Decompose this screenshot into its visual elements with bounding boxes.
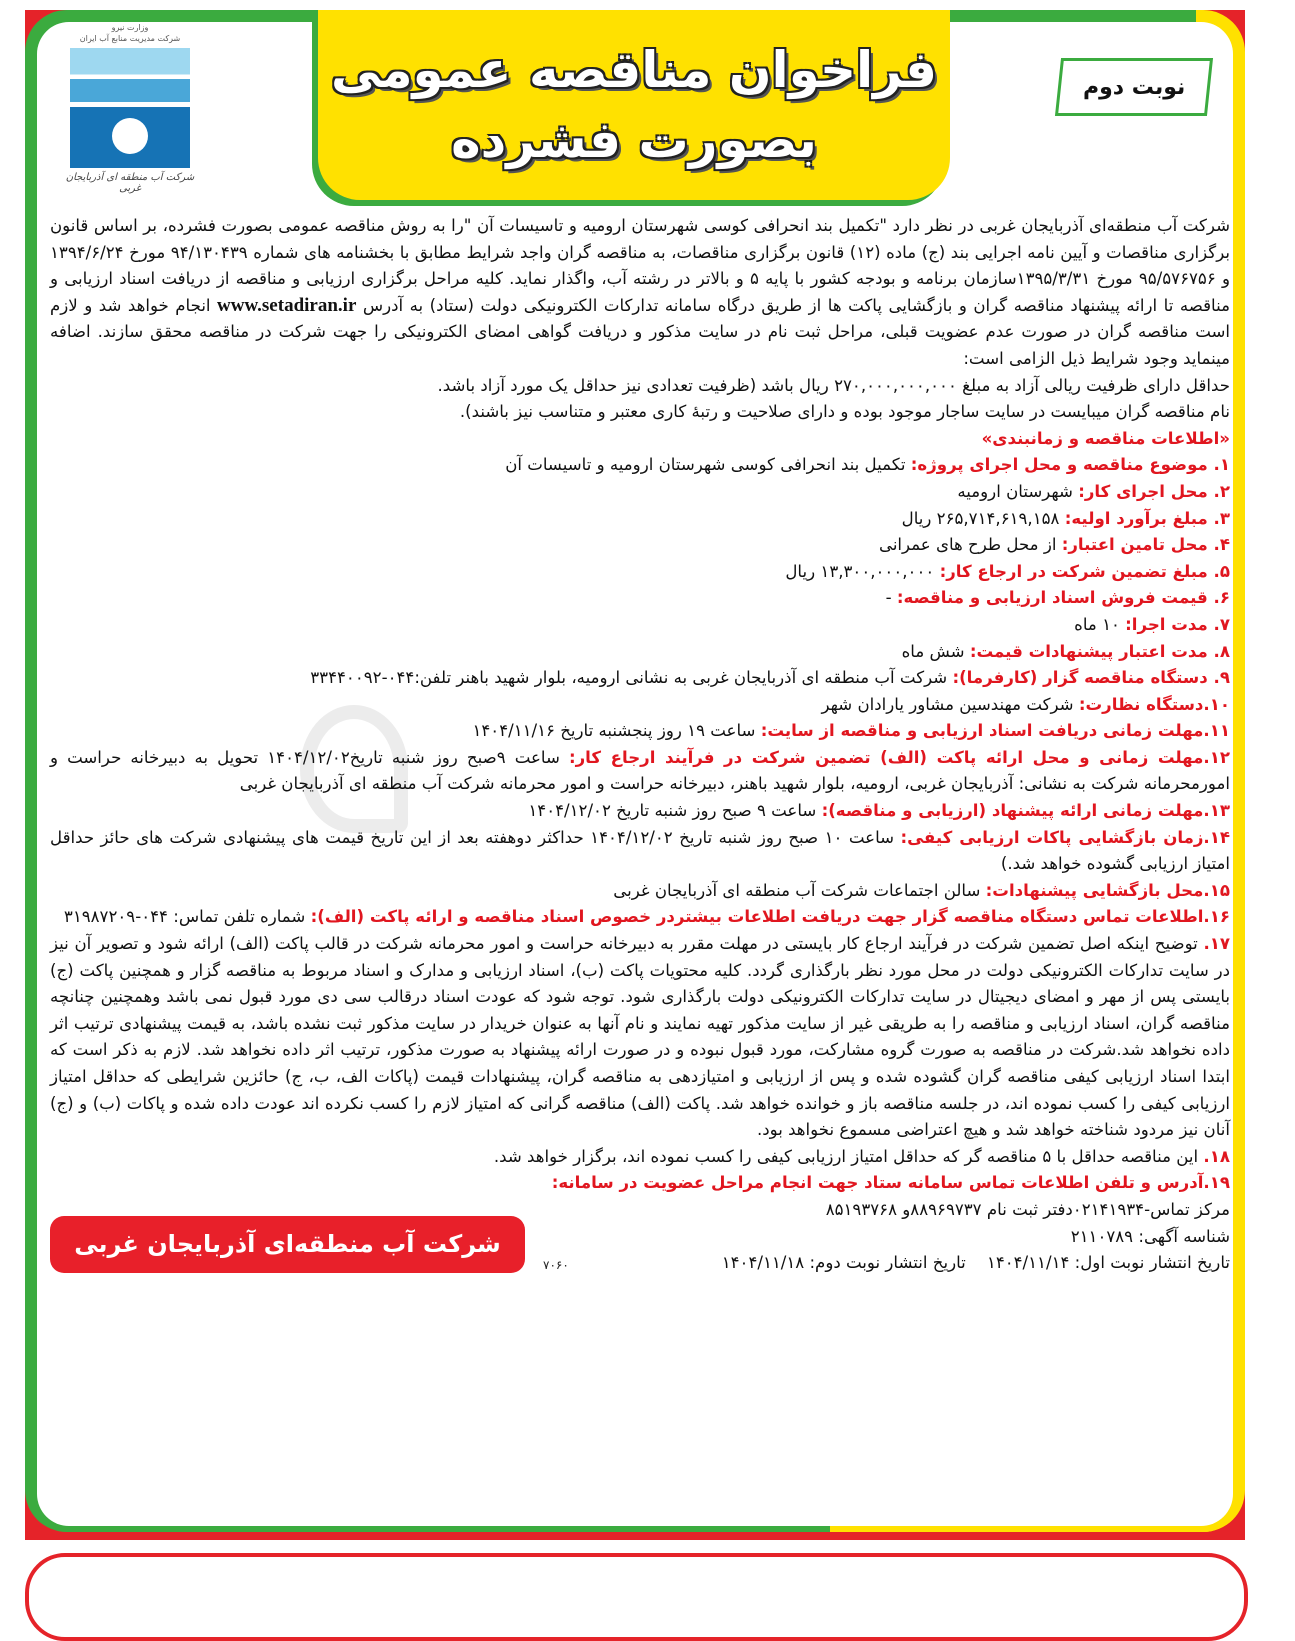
tender-item <box>50 559 1230 586</box>
item-label: ۱۳.مهلت زمانی ارائه پیشنهاد (ارزیابی و مناقصه): <box>821 801 1230 821</box>
ad-id: شناسه آگهی: ۲۱۱۰۷۸۹ <box>1070 1226 1230 1246</box>
condition-2: نام مناقصه گران میبایست در سایت ساجار موجود بوده و دارای صلاحیت و رتبهٔ کاری معتبر و متناسب نیز باشند). <box>459 402 1230 422</box>
item-label: ۶. قیمت فروش اسناد ارزیابی و مناقصه: <box>896 588 1230 608</box>
next-ad-box <box>25 1553 1248 1641</box>
condition-1: حداقل دارای ظرفیت ریالی آزاد به مبلغ ۲۷۰,۰۰۰,۰۰۰,۰۰۰ ریال باشد (ظرفیت تعدادی نیز حداقل یک مورد آزاد باشد. <box>437 375 1230 395</box>
setadiran-link[interactable]: www.setadiran.ir <box>217 294 357 316</box>
company-name-banner: شرکت آب منطقه‌ای آذربایجان غربی <box>50 1216 525 1273</box>
item-value: سالن اجتماعات شرکت آب منطقه ای آذربایجان غربی <box>613 880 981 900</box>
badge-label: نوبت دوم <box>1082 74 1186 100</box>
tender-item <box>50 1144 1230 1171</box>
intro-paragraph: شرکت آب منطقه‌ای آذربایجان غربی در نظر دارد "تکمیل بند انحرافی کوسی شهرستان ارومیه و تاسیسات آن "را به روش مناقصه عمومی بصورت فشرده، بر اساس قانون برگزاری مناقصات و آیین نامه اجرایی بند (ج) ماده (۱۲) قانون برگزاری مناقصات، به مناقصه گران واجد شرایط مطابق با بخشنامه های شماره ۹۴/۱۳۰۴۳۹ مورخ ۱۳۹۴/۶/۲۴ و ۹۵/۵۷۶۷۵۶ مورخ ۱۳۹۵/۳/۳۱سازمان برنامه و بودجه کشور با پایه ۵ و بالاتر در رشته آب، واگذار نماید. کلیه مراحل برگزاری ارزیابی و مناقصه از دریافت اسناد ارزیابی و مناقصه تا ارائه پیشنهاد مناقصه گران و بازگشایی پاکت ها از طریق درگاه سامانه تدارکات الکترونیکی دولت (ستاد) به آدرس www.setadiran.ir انجام خواهد شد و لازم است مناقصه گران در صورت عدم عضویت قبلی، مراحل ثبت نام در سایت مذکور و دریافت گواهی امضای الکترونیکی را جهت شرکت در مناقصه محقق سازند. اضافه مینماید وجود شرایط ذیل الزامی است: <box>50 216 1230 368</box>
item-label: ۵. مبلغ تضمین شرکت در ارجاع کار: <box>939 561 1230 581</box>
item-value: شرکت آب منطقه ای آذربایجان غربی به نشانی ارومیه، بلوار شهید باهنر تلفن:۰۴۴-۳۳۴۴۰۰۹۲ <box>310 668 948 688</box>
item-value: ساعت ۹صبح روز شنبه تاریخ۱۴۰۴/۱۲/۰۲ تحویل به دبیرخانه حراست و امورمحرمانه شرکت به نشانی: آذربایجان غربی، ارومیه، بلوار شهید باهنر، دبیرخانه حراست و امور محرمانه شرکت آب منطقه ای آذربایجان غربی <box>50 747 1230 794</box>
item-value: ساعت ۹ صبح روز شنبه تاریخ ۱۴۰۴/۱۲/۰۲ <box>528 801 817 821</box>
water-logo-icon <box>70 48 190 168</box>
item-value: شماره تلفن تماس: ۰۴۴-۳۱۹۸۷۲۰۹ <box>63 907 306 927</box>
round-badge <box>1055 58 1213 116</box>
tender-item <box>50 1170 1230 1197</box>
item-value: شش ماه <box>901 641 965 661</box>
tender-item <box>50 718 1230 745</box>
item-value: از محل طرح های عمرانی <box>878 535 1057 555</box>
item-label: ۱. موضوع مناقصه و محل اجرای پروژه: <box>910 455 1230 475</box>
item-label: ۱۸. <box>1203 1146 1230 1166</box>
tender-item <box>50 825 1230 878</box>
item-value: شرکت مهندسین مشاور یارادان شهر <box>821 694 1074 714</box>
title-line-1: فراخوان مناقصه عمومی <box>330 41 938 99</box>
item-label: ۷. مدت اجرا: <box>1125 614 1230 634</box>
logo-text-org: شرکت مدیریت منابع آب ایران <box>79 34 181 43</box>
item-value: ۲۶۵,۷۱۴,۶۱۹,۱۵۸ ریال <box>901 508 1060 528</box>
item-value: شهرستان ارومیه <box>957 481 1073 501</box>
item-value: تکمیل بند انحرافی کوسی شهرستان ارومیه و تاسیسات آن <box>505 455 906 475</box>
ad-body <box>50 213 1230 1277</box>
title-line-2: بصورت فشرده <box>451 111 817 169</box>
item-label: ۴. محل تامین اعتبار: <box>1061 535 1230 555</box>
item-value: - <box>885 588 892 608</box>
item-label: ۱۰.دستگاه نظارت: <box>1078 694 1230 714</box>
tender-item <box>50 506 1230 533</box>
section-heading: «اطلاعات مناقصه و زمانبندی» <box>981 428 1230 448</box>
item-label: ۱۱.مهلت زمانی دریافت اسناد ارزیابی و مناقصه از سایت: <box>760 721 1230 741</box>
publish-dates: تاریخ انتشار نوبت اول: ۱۴۰۴/۱۱/۱۴ تاریخ انتشار نوبت دوم: ۱۴۰۴/۱۱/۱۸ <box>721 1253 1230 1273</box>
tender-item <box>50 479 1230 506</box>
item-label: ۱۶.اطلاعات تماس دستگاه مناقصه گزار جهت دریافت اطلاعات بیشتردر خصوص اسناد مناقصه و ارائه پاکت (الف): <box>310 907 1230 927</box>
item-label: ۳. مبلغ برآورد اولیه: <box>1064 508 1230 528</box>
tender-item <box>50 612 1230 639</box>
ad-code: ۷۰۶۰ <box>543 1257 569 1272</box>
title-box <box>318 10 950 200</box>
tender-item <box>50 452 1230 479</box>
tender-item <box>50 532 1230 559</box>
item-value: توضیح اینکه اصل تضمین شرکت در فرآیند ارجاع کار بایستی در مهلت مقرر به دبیرخانه حراست و امور محرمانه شرکت در قالب پاکت (الف) ارائه شود و تصویر آن نیز در سایت تدارکات الکترونیکی دولت در محل مورد نظر بارگذاری گردد. کلیه محتویات پاکت (ب)، اسناد ارزیابی و مدارک و اسناد مربوط به مناقصه گزار و همچنین پاکت (ج) بایستی پس از مهر و امضای دیجیتال در سایت تدارکات الکترونیکی دولت بارگذاری شود. توجه شود که عودت اسناد درقالب سی دی مورد قبول نمی باشد وهمچنین چنانچه مناقصه گران، اسناد ارزیابی و مناقصه را به طریقی غیر از سایت مذکور تهیه نمایند و نام آنها به عنوان خریدار در سایت مذکور ثبت نشده باشد، به قیمت پیشنهادی ترتیب اثر داده نخواهد شد.شرکت در مناقصه به صورت گروه مشارکت، مورد قبول نبوده و در صورت ارائه پیشنهاد به صورت مذکور، ترتیب اثر داده نخواهد شد. لازم به ذکر است که ابتدا اسناد ارزیابی کیفی مناقصه گران گشوده شده و پس از ارزیابی و امتیازدهی به مناقصه گران، پیشنهادات قیمت (پاکات الف، ب، ج) حائزین شرایطی که حداقل امتیاز ارزیابی کیفی را کسب نموده اند، در جلسه مناقصه باز و خوانده خواهد شد. پاکت (الف) مناقصه گرانی که امتیاز لازم را کسب نکرده اند عودت داده شده و پاکات (ب) و (ج) آنان نیز مردود شناخته خواهد شد و هیچ اعتراضی مسموع نخواهد بود. <box>50 934 1230 1140</box>
logo-caption: شرکت آب منطقه ای آذربایجان غربی <box>65 172 195 194</box>
item-label: ۲. محل اجرای کار: <box>1078 481 1230 501</box>
tender-item <box>50 692 1230 719</box>
logo-text-ministry: وزارت نیرو <box>111 23 149 32</box>
item-label: ۱۵.محل بازگشایی پیشنهادات: <box>985 880 1230 900</box>
item-label: ۱۹.آدرس و تلفن اطلاعات تماس سامانه ستاد جهت انجام مراحل عضویت در سامانه: <box>551 1173 1230 1193</box>
tender-item <box>50 585 1230 612</box>
item-label: ۸. مدت اعتبار پیشنهادات قیمت: <box>969 641 1230 661</box>
contact-block <box>569 1197 1230 1277</box>
item-label: ۱۲.مهلت زمانی و محل ارائه پاکت (الف) تضمین شرکت در فرآیند ارجاع کار: <box>568 747 1230 767</box>
banner-block <box>50 1216 569 1277</box>
tender-item <box>50 931 1230 1144</box>
tender-item <box>50 878 1230 905</box>
contact-call-center: مرکز تماس-۰۲۱۴۱۹۳۴دفتر ثبت نام ۸۸۹۶۹۷۳۷و ۸۵۱۹۳۷۶۸ <box>825 1199 1230 1219</box>
footer-row <box>50 1197 1230 1277</box>
item-label: ۹. دستگاه مناقصه گزار (کارفرما): <box>952 668 1230 688</box>
items-list <box>50 452 1230 1197</box>
tender-item <box>50 665 1230 692</box>
item-value: ساعت ۱۰ صبح روز شنبه تاریخ ۱۴۰۴/۱۲/۰۲ حداکثر دوهفته بعد از این تاریخ قیمت های پیشنهادی شرکت های حائز حداقل امتیاز ارزیابی گشوده خواهد شد.) <box>50 827 1230 874</box>
item-value: ۱۳,۳۰۰,۰۰۰,۰۰۰ ریال <box>785 561 935 581</box>
tender-item <box>50 639 1230 666</box>
item-value: ۱۰ ماه <box>1074 614 1120 634</box>
company-logo <box>55 22 205 202</box>
tender-item <box>50 745 1230 798</box>
item-label: ۱۴.زمان بازگشایی پاکات ارزیابی کیفی: <box>900 827 1230 847</box>
item-value: ساعت ۱۹ روز پنجشنبه تاریخ ۱۴۰۴/۱۱/۱۶ <box>472 721 756 741</box>
tender-item <box>50 904 1230 931</box>
tender-item <box>50 798 1230 825</box>
item-label: ۱۷. <box>1203 934 1231 954</box>
item-value: این مناقصه حداقل با ۵ مناقصه گر که حداقل امتیاز ارزیابی کیفی را کسب نموده اند، برگزار خواهد شد. <box>493 1146 1199 1166</box>
